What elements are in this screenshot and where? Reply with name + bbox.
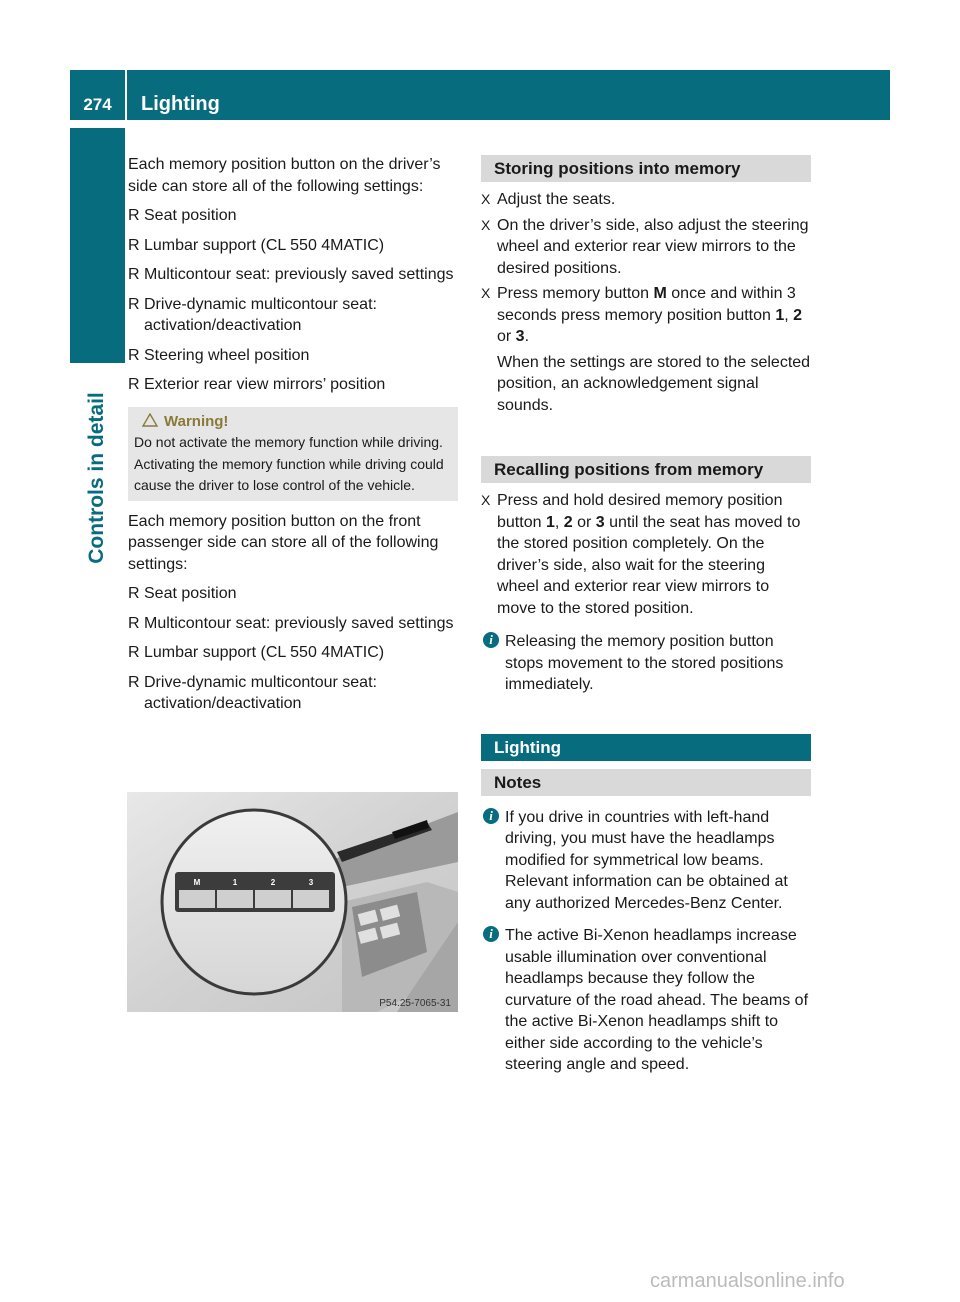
list-item: R Seat position bbox=[128, 583, 458, 605]
info-note: i Releasing the memory position button stops movement to the stored positions immediately. bbox=[481, 631, 811, 696]
header-divider bbox=[125, 70, 127, 120]
info-note: i The active Bi-Xenon headlamps increase usable illumination over conventional headlamps because they follow the curvature of the road ahead. The beams of the active Bi-Xenon headlamps shift to either side according to the vehicle’s steering angle and speed. bbox=[481, 925, 811, 1076]
bullet-icon: R bbox=[128, 376, 140, 393]
right-column bbox=[481, 155, 811, 1076]
list-item: R Multicontour seat: previously saved settings bbox=[128, 264, 458, 286]
step-item: X Press and hold desired memory position button 1, 2 or 3 until the seat has moved to the stored position completely. On the driver’s side, also wait for the steering wheel and exterior rear view mirrors to move to the stored position. bbox=[481, 492, 801, 617]
button-3-label: 3 bbox=[308, 878, 314, 887]
bullet-icon: R bbox=[128, 644, 140, 661]
warning-box bbox=[128, 407, 458, 501]
bullet-icon: R bbox=[128, 673, 140, 691]
bullet-icon: R bbox=[128, 236, 140, 254]
driver-intro: Each memory position button on the driver’s side can store all of the following settings: bbox=[128, 156, 441, 195]
warning-text: Do not activate the memory function while driving. Activating the memory function while driving could cause the driver to lose control of the vehicle. bbox=[134, 434, 444, 493]
door-panel-illustration bbox=[127, 792, 458, 1012]
button-m-label: M bbox=[193, 878, 201, 887]
side-tab-label: Controls in detail bbox=[85, 392, 108, 564]
bullet-icon: R bbox=[128, 266, 140, 283]
bullet-icon: R bbox=[128, 585, 140, 602]
page-title: Lighting bbox=[141, 93, 220, 115]
step-arrow-icon: X bbox=[481, 285, 491, 301]
list-item: R Lumbar support (CL 550 4MATIC) bbox=[128, 642, 458, 664]
left-column bbox=[128, 154, 458, 715]
side-tab-marker bbox=[70, 128, 125, 363]
bullet-icon: R bbox=[128, 207, 140, 224]
photo-code: P54.25-7065-31 bbox=[379, 998, 451, 1009]
page-header bbox=[70, 70, 890, 120]
memory-buttons-photo bbox=[127, 792, 458, 1012]
list-item: R Steering wheel position bbox=[128, 345, 458, 367]
list-item: R Drive-dynamic multicontour seat: activation/deactivation bbox=[128, 295, 377, 334]
button-2-label: 2 bbox=[270, 878, 276, 887]
section-heading-recalling: Recalling positions from memory bbox=[481, 456, 811, 483]
step-item: X Adjust the seats. bbox=[481, 189, 811, 211]
section-heading-storing: Storing positions into memory bbox=[481, 155, 811, 182]
info-icon: i bbox=[483, 808, 499, 824]
section-heading-notes: Notes bbox=[481, 769, 811, 796]
list-item: R Drive-dynamic multicontour seat: activation/deactivation bbox=[128, 673, 377, 712]
section-heading-lighting: Lighting bbox=[481, 734, 811, 761]
step-arrow-icon: X bbox=[481, 492, 491, 508]
warning-title: Warning! bbox=[164, 412, 229, 430]
bullet-icon: R bbox=[128, 295, 140, 313]
info-icon: i bbox=[483, 632, 499, 648]
info-note: i If you drive in countries with left-hand driving, you must have the headlamps modified for symmetrical low beams. Relevant information can be obtained at any authorized Mercedes-Benz Center. bbox=[481, 807, 811, 915]
warning-icon bbox=[142, 413, 158, 427]
storing-result: When the settings are stored to the selected position, an acknowledgement signal sounds. bbox=[497, 353, 811, 414]
step-arrow-icon: X bbox=[481, 216, 491, 233]
list-item: R Exterior rear view mirrors’ position bbox=[128, 374, 458, 396]
button-1-label: 1 bbox=[232, 878, 238, 887]
list-item: R Lumbar support (CL 550 4MATIC) bbox=[128, 235, 458, 257]
list-item: R Seat position bbox=[128, 205, 458, 227]
bullet-icon: R bbox=[128, 614, 140, 632]
list-item: R Multicontour seat: previously saved settings bbox=[128, 613, 458, 635]
step-arrow-icon: X bbox=[481, 191, 491, 207]
page-number: 274 bbox=[83, 95, 112, 114]
info-icon: i bbox=[483, 926, 499, 942]
watermark: carmanualsonline.info bbox=[650, 1270, 845, 1292]
step-item: X Press memory button M once and within 3 seconds press memory position button 1, 2 or 3. bbox=[481, 285, 803, 345]
passenger-intro: Each memory position button on the front passenger side can store all of the following settings: bbox=[128, 512, 439, 573]
step-item: X On the driver’s side, also adjust the steering wheel and exterior rear view mirrors to the desired positions. bbox=[481, 216, 809, 277]
bullet-icon: R bbox=[128, 346, 140, 364]
